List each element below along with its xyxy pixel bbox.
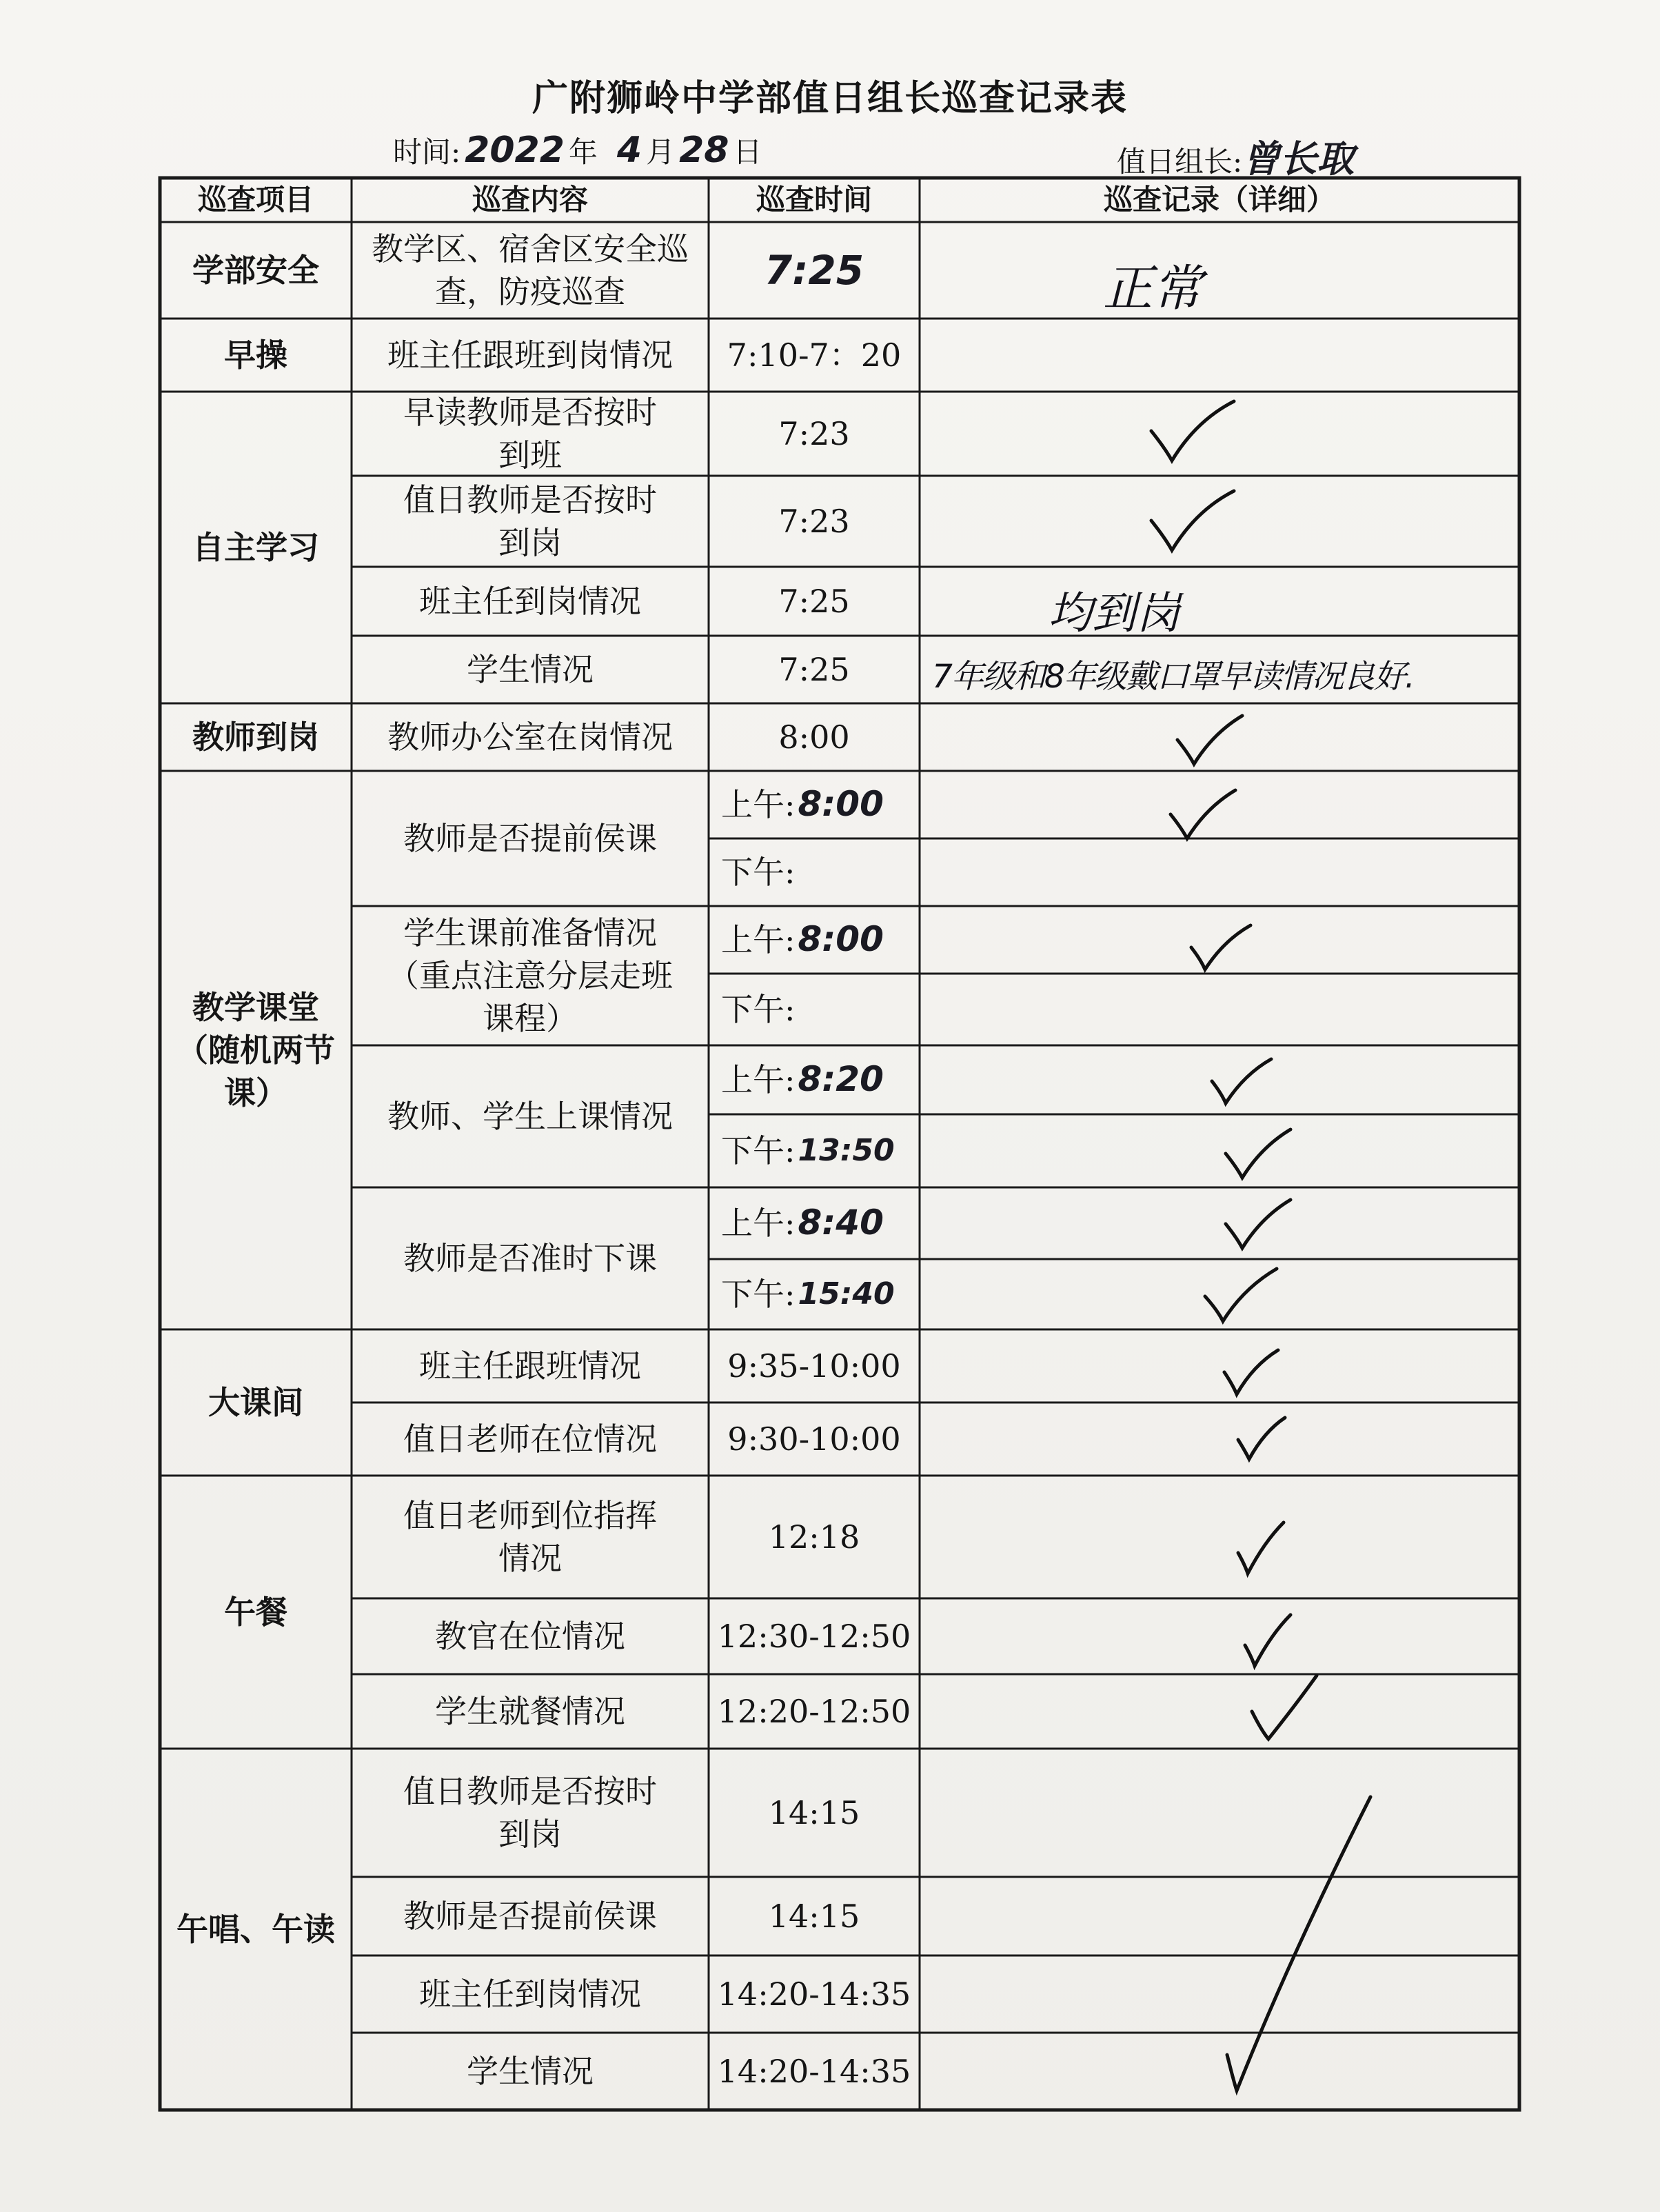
content-duty-teacher-present: 值日老师在位情况 — [403, 1420, 657, 1458]
time-duty-teacher-direct: 12:18 — [768, 1518, 860, 1556]
check-icon — [1165, 783, 1241, 845]
time-early-wait-am — [709, 771, 920, 838]
check-icon — [1241, 1609, 1296, 1671]
header-content: 巡查内容 — [472, 182, 588, 217]
category-safety: 学部安全 — [192, 251, 319, 289]
time-morning-reading: 7:23 — [778, 414, 850, 452]
month-label: 月 — [646, 135, 676, 169]
check-icon — [1206, 1054, 1275, 1109]
category-teacher-post: 教师到岗 — [192, 718, 319, 756]
check-icon — [1144, 483, 1241, 559]
check-icon — [1213, 1793, 1379, 2096]
content-homeroom-attendance: 班主任跟班到岗情况 — [387, 336, 673, 374]
pm-label: 下午: — [721, 1275, 796, 1313]
pm-time-hand: 15:40 — [798, 1276, 895, 1312]
check-icon — [1172, 709, 1248, 771]
time-class-status-am — [709, 1045, 920, 1114]
check-icon — [1220, 1123, 1296, 1185]
time-dismiss-am — [709, 1187, 920, 1259]
time-class-status-pm — [709, 1114, 920, 1187]
time-class-prep-am — [709, 906, 920, 974]
header-time: 巡查时间 — [756, 182, 872, 217]
month-value: 4 — [616, 130, 642, 171]
record-all-posted: 均到岗 — [1048, 588, 1180, 639]
pm-label: 下午: — [721, 990, 796, 1028]
check-icon — [1144, 393, 1241, 469]
category-morning-exercise: 早操 — [224, 336, 287, 374]
time-student-dining: 12:20-12:50 — [717, 1692, 911, 1730]
category-big-break: 大课间 — [208, 1383, 303, 1421]
time-instructor-present: 12:30-12:50 — [717, 1617, 911, 1655]
year-label: 年 — [568, 135, 598, 169]
am-label: 上午: — [721, 785, 796, 823]
check-icon — [1234, 1517, 1289, 1579]
content-dismiss-on-time: 教师是否准时下课 — [403, 1239, 657, 1277]
time-office-post: 8:00 — [778, 718, 850, 756]
content-homeroom-follow: 班主任跟班情况 — [419, 1347, 641, 1385]
time-dismiss-pm — [709, 1259, 920, 1329]
check-icon — [1220, 1193, 1296, 1255]
record-normal: 正常 — [1103, 259, 1203, 317]
pm-label: 下午: — [721, 853, 796, 891]
content-class-status: 教师、学生上课情况 — [387, 1097, 673, 1135]
time-duty-teacher-present: 9:30-10:00 — [727, 1420, 901, 1458]
check-icon — [1186, 920, 1255, 975]
content-noon-students: 学生情况 — [467, 2052, 594, 2090]
category-lunch: 午餐 — [224, 1593, 287, 1631]
time-label: 时间: — [393, 135, 461, 169]
header-record: 巡查记录（详细） — [1103, 182, 1335, 217]
leader-signature: 曾长取 — [1242, 137, 1355, 181]
time-noon-homeroom: 14:20-14:35 — [717, 1975, 911, 2013]
am-time-hand: 8:40 — [798, 1203, 884, 1243]
category-noon-reading: 午唱、午读 — [176, 1910, 335, 1948]
time-class-prep-pm — [709, 974, 920, 1045]
time-duty-teacher: 7:23 — [778, 502, 850, 540]
day-value: 28 — [679, 130, 729, 171]
year-value: 2022 — [465, 130, 565, 171]
content-noon-early-wait: 教师是否提前侯课 — [403, 1897, 657, 1935]
time-noon-duty-teacher: 14:15 — [768, 1793, 860, 1831]
time-noon-students: 14:20-14:35 — [717, 2052, 911, 2090]
am-label: 上午: — [721, 1060, 796, 1098]
time-morning-exercise: 7:10-7：20 — [727, 336, 902, 374]
record-student-status: 7年级和8年级戴口罩早读情况良好. — [932, 658, 1414, 696]
header-item: 巡查项目 — [197, 182, 314, 217]
time-safety: 7:25 — [764, 246, 864, 294]
check-icon — [1248, 1670, 1324, 1746]
time-students: 7:25 — [778, 650, 850, 688]
check-icon — [1220, 1345, 1282, 1400]
content-homeroom-post: 班主任到岗情况 — [419, 582, 641, 620]
am-time-hand: 8:20 — [798, 1059, 884, 1100]
am-label: 上午: — [721, 1204, 796, 1242]
content-early-wait: 教师是否提前侯课 — [403, 819, 657, 857]
day-label: 日 — [733, 135, 762, 169]
content-duty-teacher: 值日教师是否按时到岗 — [403, 481, 657, 561]
content-office-post: 教师办公室在岗情况 — [387, 718, 673, 756]
time-homeroom-post: 7:25 — [778, 582, 850, 620]
am-time-hand: 8:00 — [798, 784, 884, 825]
am-label: 上午: — [721, 921, 796, 958]
form-title: 广附狮岭中学部值日组长巡查记录表 — [532, 77, 1128, 119]
leader-label: 值日组长: — [1117, 145, 1243, 179]
content-noon-homeroom: 班主任到岗情况 — [419, 1975, 641, 2013]
category-class-teaching: 教学课堂（随机两节课） — [176, 988, 335, 1112]
pm-label: 下午: — [721, 1132, 796, 1169]
content-students: 学生情况 — [467, 650, 594, 688]
am-time-hand: 8:00 — [798, 919, 884, 960]
time-noon-early-wait: 14:15 — [768, 1897, 860, 1935]
content-safety-patrol: 教学区、宿舍区安全巡查，防疫巡查 — [372, 230, 689, 310]
content-student-dining: 学生就餐情况 — [435, 1692, 625, 1730]
pm-time-hand: 13:50 — [798, 1133, 895, 1169]
time-homeroom-follow: 9:35-10:00 — [727, 1347, 901, 1385]
time-early-wait-pm — [709, 838, 920, 906]
check-icon — [1200, 1262, 1282, 1328]
category-self-study: 自主学习 — [192, 528, 319, 566]
content-instructor-present: 教官在位情况 — [435, 1617, 625, 1655]
content-morning-reading-teacher: 早读教师是否按时到班 — [403, 393, 657, 474]
content-noon-duty-teacher: 值日教师是否按时到岗 — [403, 1772, 657, 1853]
content-class-prep: 学生课前准备情况（重点注意分层走班课程） — [387, 914, 673, 1038]
content-duty-teacher-direct: 值日老师到位指挥情况 — [403, 1496, 657, 1577]
check-icon — [1234, 1412, 1289, 1465]
